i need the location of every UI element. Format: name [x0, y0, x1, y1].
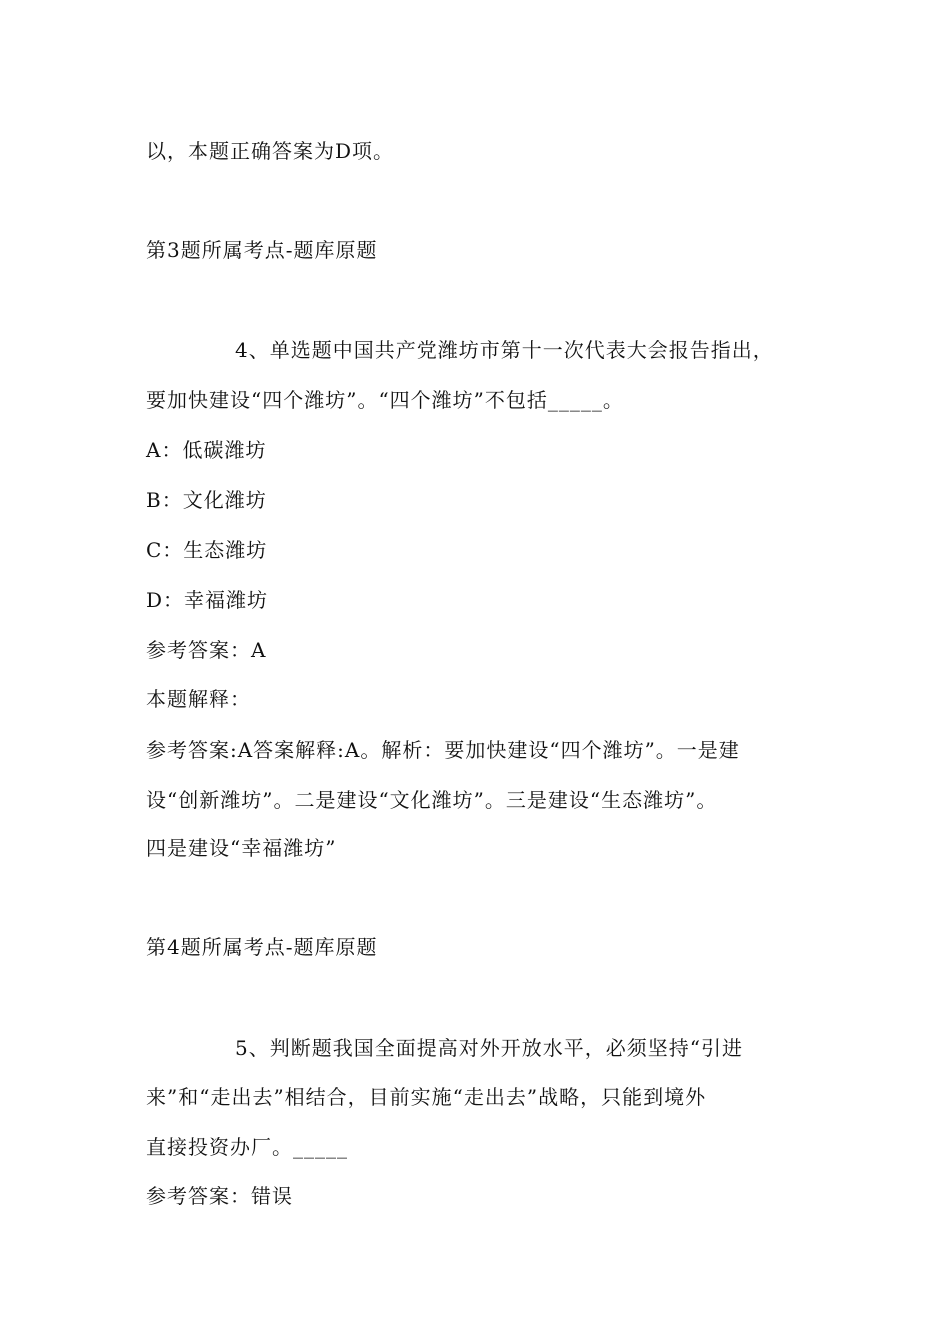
q4-question-line-2: 要加快建设“四个潍坊”。“四个潍坊”不包括_____。	[146, 388, 624, 412]
q4-reference-answer: 参考答案：A	[146, 638, 267, 662]
q5-question-line-3: 直接投资办厂。_____	[146, 1135, 348, 1159]
q4-question-line-1: 4、单选题中国共产党潍坊市第十一次代表大会报告指出，	[235, 338, 774, 362]
q4-option-a: A：低碳潍坊	[146, 438, 267, 462]
q3-topic-label: 第3题所属考点-题库原题	[146, 238, 378, 262]
q5-reference-answer: 参考答案：错误	[146, 1184, 293, 1208]
q4-explanation-line-2: 设“创新潍坊”。二是建设“文化潍坊”。三是建设“生态潍坊”。	[146, 788, 718, 812]
q4-explanation-line-1: 参考答案:A答案解释:A。解析：要加快建设“四个潍坊”。一是建	[146, 738, 740, 762]
answer-conclusion-q3: 以，本题正确答案为D项。	[146, 139, 395, 163]
q4-explanation-line-3: 四是建设“幸福潍坊”	[146, 836, 337, 860]
q4-option-c: C：生态潍坊	[146, 538, 268, 562]
q4-option-d: D：幸福潍坊	[146, 588, 269, 612]
q5-question-line-2: 来”和“走出去”相结合，目前实施“走出去”战略，只能到境外	[146, 1085, 707, 1109]
q4-option-b: B：文化潍坊	[146, 488, 267, 512]
q4-explanation-heading: 本题解释：	[146, 687, 251, 711]
q5-question-line-1: 5、判断题我国全面提高对外开放水平，必须坚持“引进	[235, 1036, 743, 1060]
q4-topic-label: 第4题所属考点-题库原题	[146, 935, 378, 959]
